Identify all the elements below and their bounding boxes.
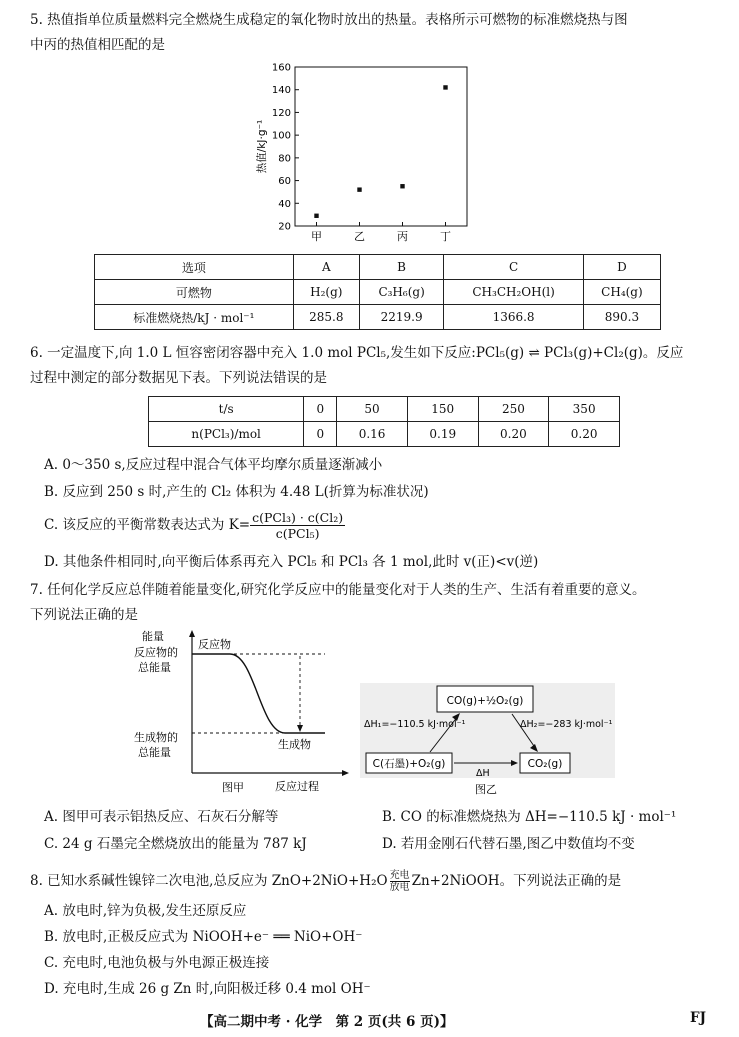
q5-heat-value-chart: [245, 60, 475, 248]
q5-stem-line1: 5. 热值指单位质量燃料完全燃烧生成稳定的氧化物时放出的热量。表格所示可燃物的标准燃烧热与图: [30, 12, 628, 28]
fig2-caption: 图乙: [475, 783, 497, 796]
q5-table-cell: 285.8: [293, 305, 359, 330]
fig2-dh2-label: ΔH₂=−283 kJ·mol⁻¹: [520, 719, 613, 730]
q6-table-cell: 350: [549, 397, 620, 422]
q6-option-c-text: C. 该反应的平衡常数表达式为 K=: [44, 517, 251, 533]
fig1-energy-curve: [192, 654, 325, 733]
q5-table-cell: 2219.9: [359, 305, 443, 330]
q6-option-c-fraction: [250, 510, 345, 541]
q8-stem-end: Zn+2NiOOH。下列说法正确的是: [411, 873, 622, 889]
chart-y-tick-label: 60: [278, 176, 291, 188]
q6-option-a: A. 0～350 s,反应过程中混合气体平均摩尔质量逐渐减小: [44, 457, 383, 473]
q6-table-cell: 0.16: [337, 422, 408, 447]
chart-x-tick-label: 丁: [440, 230, 451, 243]
q5-table-row: [95, 305, 661, 330]
q5-table-cell: C₃H₆(g): [359, 280, 443, 305]
fig2-dh1-label: ΔH₁=−110.5 kJ·mol⁻¹: [364, 719, 466, 730]
q6-table-cell: 0.20: [478, 422, 549, 447]
fig2-dh-label: ΔH: [476, 768, 490, 779]
q6-table-cell: 50: [337, 397, 408, 422]
chart-y-axis-label: 热值/kJ·g⁻¹: [256, 119, 268, 174]
q8-reversible-arrow: [390, 870, 410, 893]
q6-fraction-denominator: c(PCl₅): [275, 526, 320, 541]
q7-stem-line1: 7. 任何化学反应总伴随着能量变化,研究化学反应中的能量变化对于人类的生产、生活有着重要的意义。: [30, 582, 646, 598]
q7-figure-yi: [360, 683, 615, 798]
chart-x-tick-label: 甲: [311, 230, 322, 243]
q5-table-cell: 可燃物: [95, 280, 294, 305]
fig1-product-energy-line1: 生成物的: [134, 731, 178, 744]
page-footer: 【高二期中考 · 化学 第 2 页(共 6 页)】: [200, 1014, 454, 1030]
q5-table-cell: 890.3: [583, 305, 660, 330]
chart-data-point: [443, 85, 447, 89]
fig1-ylabel: 能量: [142, 630, 164, 643]
fig1-product-energy-line2: 总能量: [138, 746, 171, 759]
q6-stem-line2: 过程中测定的部分数据见下表。下列说法错误的是: [30, 370, 327, 386]
chart-y-tick-label: 100: [271, 130, 291, 142]
q5-table-row: [95, 280, 661, 305]
q6-table-cell: 0: [304, 422, 337, 447]
q6-option-d: D. 其他条件相同时,向平衡后体系再充入 PCl₅ 和 PCl₃ 各 1 mol,此时 v(正)<v(逆): [44, 554, 539, 570]
chart-x-tick-label: 乙: [354, 230, 365, 243]
chart-y-tick-label: 20: [278, 221, 291, 233]
q6-table-row: [149, 422, 620, 447]
chart-y-tick-label: 160: [271, 62, 291, 74]
q6-option-c: [44, 510, 734, 541]
q7-option-d: D. 若用金刚石代替石墨,图乙中数值均不变: [382, 836, 635, 852]
chart-y-tick-label: 140: [271, 85, 291, 97]
chart-y-tick-label: 80: [278, 153, 291, 165]
q8-option-a: A. 放电时,锌为负极,发生还原反应: [44, 903, 247, 919]
q5-stem-line2: 中丙的热值相匹配的是: [30, 37, 165, 53]
fig2-right-box-label: CO₂(g): [527, 758, 563, 770]
q7-option-a: A. 图甲可表示铝热反应、石灰石分解等: [44, 809, 279, 825]
fig1-product-label: 生成物: [278, 738, 311, 751]
q7-figure-jia: [130, 628, 360, 798]
fig1-xlabel: 反应过程: [275, 780, 319, 793]
fig1-reactant-label: 反应物: [198, 638, 231, 651]
fig1-y-arrow: [189, 630, 195, 637]
q5-table-row: [95, 255, 661, 280]
chart-x-tick-label: 丙: [397, 230, 408, 243]
q6-table-cell: n(PCl₃)/mol: [149, 422, 304, 447]
chart-y-tick-label: 40: [278, 198, 291, 210]
q5-table-cell: B: [359, 255, 443, 280]
q5-table-cell: A: [293, 255, 359, 280]
q8-option-d: D. 充电时,生成 26 g Zn 时,向阳极迁移 0.4 mol OH⁻: [44, 981, 371, 997]
q5-table-cell: CH₄(g): [583, 280, 660, 305]
q6-table-cell: 150: [407, 397, 478, 422]
page-code: FJ: [690, 1010, 706, 1026]
q8-stem-start: 8. 已知水系碱性镍锌二次电池,总反应为 ZnO+2NiO+H₂O: [30, 873, 388, 889]
q6-fraction-numerator: c(PCl₃) · c(Cl₂): [252, 510, 344, 525]
q5-table-cell: CH₃CH₂OH(l): [444, 280, 584, 305]
chart-plot-frame: [295, 67, 467, 226]
q5-table-cell: 标准燃烧热/kJ · mol⁻¹: [95, 305, 294, 330]
q8-stem: [30, 867, 720, 895]
fig1-delta-arrowhead: [297, 725, 303, 732]
q7-stem-line2: 下列说法正确的是: [30, 607, 138, 623]
q6-table-row: [149, 397, 620, 422]
q8-discharge-label: 放电: [389, 882, 410, 893]
q6-option-b: B. 反应到 250 s 时,产生的 Cl₂ 体积为 4.48 L(折算为标准状况): [44, 484, 429, 500]
fig1-caption: 图甲: [222, 781, 244, 794]
q5-table-cell: C: [444, 255, 584, 280]
chart-data-point: [400, 184, 404, 188]
chart-data-point: [314, 214, 318, 218]
q8-option-c: C. 充电时,电池负极与外电源正极连接: [44, 955, 270, 971]
q6-table-cell: 0: [304, 397, 337, 422]
q7-option-b: B. CO 的标准燃烧热为 ΔH=−110.5 kJ · mol⁻¹: [382, 809, 677, 825]
q5-table: [94, 254, 661, 330]
q5-table-cell: 选项: [95, 255, 294, 280]
q6-stem-line1: 6. 一定温度下,向 1.0 L 恒容密闭容器中充入 1.0 mol PCl₅,发生如下反应:PCl₅(g) ⇌ PCl₃(g)+Cl₂(g)。反应: [30, 345, 684, 361]
chart-y-tick-label: 120: [271, 107, 291, 119]
q5-table-cell: H₂(g): [293, 280, 359, 305]
q8-charge-label: 充电: [389, 870, 410, 881]
q8-option-b: B. 放电时,正极反应式为 NiOOH+e⁻ ══ NiO+OH⁻: [44, 929, 363, 945]
q7-option-c: C. 24 g 石墨完全燃烧放出的能量为 787 kJ: [44, 836, 307, 852]
q6-table-cell: 0.20: [549, 422, 620, 447]
fig1-reactant-energy-line1: 反应物的: [134, 646, 178, 659]
fig1-x-arrow: [342, 770, 349, 776]
q6-table-cell: 0.19: [407, 422, 478, 447]
chart-data-point: [357, 187, 361, 191]
fig2-left-box-label: C(石墨)+O₂(g): [372, 758, 446, 770]
q6-table: [148, 396, 620, 447]
q6-table-cell: 250: [478, 397, 549, 422]
q5-table-cell: D: [583, 255, 660, 280]
q6-table-cell: t/s: [149, 397, 304, 422]
fig1-reactant-energy-line2: 总能量: [138, 661, 171, 674]
q5-table-cell: 1366.8: [444, 305, 584, 330]
fig2-top-box-label: CO(g)+½O₂(g): [446, 695, 524, 707]
